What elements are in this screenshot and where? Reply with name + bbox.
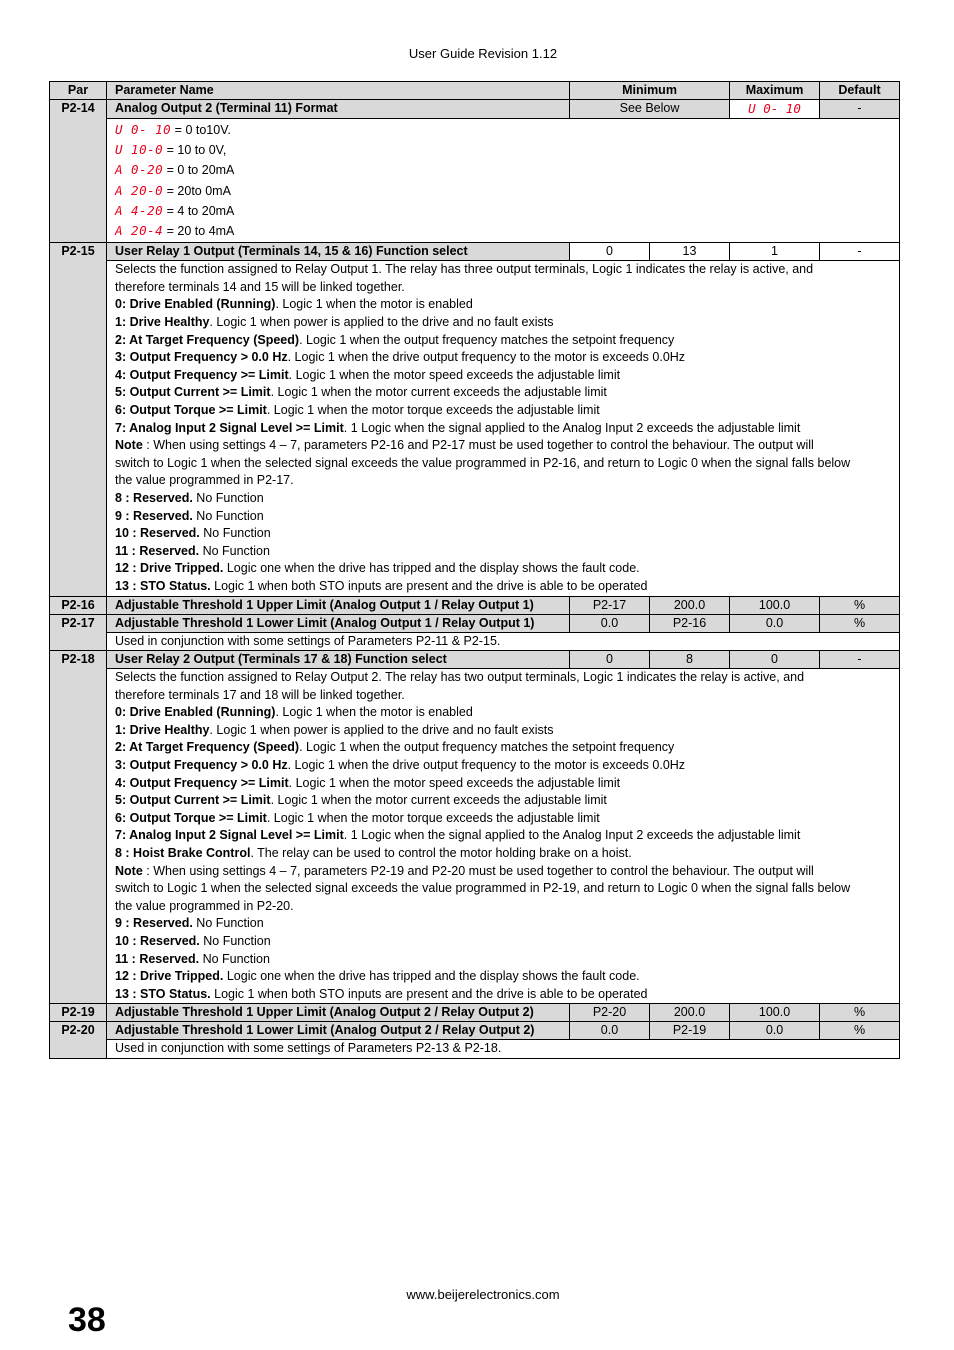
list-item: 5: Output Current >= Limit. Logic 1 when the motor current exceeds the adjustable limit — [115, 793, 607, 808]
col-header-default: Default — [820, 82, 900, 100]
param-max: P2-16 — [650, 614, 730, 632]
list-item: 6: Output Torque >= Limit. Logic 1 when the motor torque exceeds the adjustable limit — [115, 810, 600, 825]
list-item: 9 : Reserved. No Function — [115, 916, 264, 931]
param-row-p2-18 — [50, 651, 900, 669]
list-item: 7: Analog Input 2 Signal Level >= Limit. 1 Logic when the signal applied to the Analog Input 2 exceeds the adjustable limit — [115, 828, 801, 843]
param-id: P2-18 — [50, 651, 107, 1004]
list-item: 13 : STO Status. Logic 1 when both STO inputs are present and the drive is able to be operated — [115, 578, 648, 593]
list-item: 13 : STO Status. Logic 1 when both STO inputs are present and the drive is able to be operated — [115, 986, 648, 1001]
list-item: A 20-0 = 20to 0mA — [115, 182, 231, 198]
note-line: Note : When using settings 4 – 7, parameters P2-16 and P2-17 must be used together to control the behaviour. The output will — [115, 438, 814, 453]
param-value: 0.0 — [730, 1022, 820, 1040]
list-item: U 10-0 = 10 to 0V, — [115, 142, 227, 158]
param-default: - — [820, 100, 900, 119]
desc-line: therefore terminals 17 and 18 will be linked together. — [115, 687, 405, 702]
desc-line: Used in conjunction with some settings of Parameters P2-11 & P2-15. — [107, 632, 900, 651]
param-desc-p2-18 — [50, 669, 900, 1004]
param-value: 0.0 — [730, 614, 820, 632]
param-id: P2-20 — [50, 1022, 107, 1059]
list-item: A 4-20 = 4 to 20mA — [115, 202, 235, 218]
param-name: Adjustable Threshold 1 Upper Limit (Analog Output 2 / Relay Output 2) — [107, 1004, 570, 1022]
param-min: See Below — [570, 100, 730, 119]
desc-line: Used in conjunction with some settings of Parameters P2-13 & P2-18. — [107, 1040, 900, 1059]
param-id: P2-14 — [50, 100, 107, 243]
desc-line: Selects the function assigned to Relay Output 2. The relay has two output terminals, Logic 1 indicates the relay is active, and — [115, 670, 805, 685]
param-max: 8 — [650, 651, 730, 669]
page-header: User Guide Revision 1.12 — [408, 46, 558, 61]
list-item: 9 : Reserved. No Function — [115, 508, 264, 523]
param-row-p2-17 — [50, 614, 900, 632]
param-row-p2-16 — [50, 596, 900, 614]
col-header-par: Par — [50, 82, 107, 100]
list-item: 2: At Target Frequency (Speed). Logic 1 when the output frequency matches the setpoint frequency — [115, 332, 675, 347]
note-line: the value programmed in P2-17. — [115, 473, 294, 488]
list-item: 4: Output Frequency >= Limit. Logic 1 when the motor speed exceeds the adjustable limit — [115, 775, 621, 790]
list-item: 10 : Reserved. No Function — [115, 526, 271, 541]
param-name: Analog Output 2 (Terminal 11) Format — [107, 100, 570, 119]
list-item: 12 : Drive Tripped. Logic one when the drive has tripped and the display shows the fault code. — [115, 969, 640, 984]
param-name: User Relay 1 Output (Terminals 14, 15 & 16) Function select — [107, 243, 570, 261]
param-default: % — [820, 1022, 900, 1040]
list-item: 11 : Reserved. No Function — [115, 543, 270, 558]
list-item: U 0- 10 = 0 to10V. — [115, 122, 231, 137]
list-item: 4: Output Frequency >= Limit. Logic 1 when the motor speed exceeds the adjustable limit — [115, 367, 621, 382]
relay2-function-list — [107, 669, 900, 1004]
list-item: 2: At Target Frequency (Speed). Logic 1 when the output frequency matches the setpoint frequency — [115, 740, 675, 755]
param-value: 100.0 — [730, 1004, 820, 1022]
desc-line: Selects the function assigned to Relay Output 1. The relay has three output terminals, Logic 1 indicates the relay is active, and — [115, 262, 814, 277]
table-header-row — [50, 82, 900, 100]
note-line: switch to Logic 1 when the selected signal exceeds the value programmed in P2-19, and return to Logic 0 when the signal falls below — [115, 881, 851, 896]
param-default: % — [820, 1004, 900, 1022]
desc-line: therefore terminals 14 and 15 will be linked together. — [115, 279, 405, 294]
param-desc-p2-14 — [50, 119, 900, 243]
col-header-name: Parameter Name — [107, 82, 570, 100]
param-min: 0 — [570, 243, 650, 261]
param-min: P2-20 — [570, 1004, 650, 1022]
col-header-max: Maximum — [730, 82, 820, 100]
page-number: 38 — [68, 1301, 106, 1339]
param-default: % — [820, 614, 900, 632]
param-min: 0 — [570, 651, 650, 669]
param-max: P2-19 — [650, 1022, 730, 1040]
param-value: 0 — [730, 651, 820, 669]
list-item: 6: Output Torque >= Limit. Logic 1 when the motor torque exceeds the adjustable limit — [115, 402, 600, 417]
param-name: Adjustable Threshold 1 Upper Limit (Analog Output 1 / Relay Output 1) — [107, 596, 570, 614]
list-item: A 0-20 = 0 to 20mA — [115, 162, 235, 178]
param-name: User Relay 2 Output (Terminals 17 & 18) Function select — [107, 651, 570, 669]
parameter-table — [49, 81, 900, 1059]
param-id: P2-16 — [50, 596, 107, 614]
param-max: U 0- 10 — [730, 100, 820, 119]
list-item: 8 : Reserved. No Function — [115, 490, 264, 505]
list-item: 5: Output Current >= Limit. Logic 1 when the motor current exceeds the adjustable limit — [115, 385, 607, 400]
list-item: 3: Output Frequency > 0.0 Hz. Logic 1 when the drive output frequency to the motor is exceeds 0.0Hz — [115, 758, 686, 773]
param-value: 100.0 — [730, 596, 820, 614]
list-item: 3: Output Frequency > 0.0 Hz. Logic 1 when the drive output frequency to the motor is exceeds 0.0Hz — [115, 350, 686, 365]
list-item: A 20-4 = 20 to 4mA — [115, 223, 235, 239]
note-line: Note : When using settings 4 – 7, parameters P2-19 and P2-20 must be used together to control the behaviour. The output will — [115, 863, 814, 878]
param-max: 200.0 — [650, 596, 730, 614]
relay1-function-list — [107, 261, 900, 596]
param-row-p2-19 — [50, 1004, 900, 1022]
list-item: 7: Analog Input 2 Signal Level >= Limit. 1 Logic when the signal applied to the Analog Input 2 exceeds the adjustable limit — [115, 420, 801, 435]
list-item: 0: Drive Enabled (Running). Logic 1 when the motor is enabled — [115, 297, 473, 312]
param-desc-p2-17 — [50, 632, 900, 651]
param-min: 0.0 — [570, 614, 650, 632]
param-id: P2-19 — [50, 1004, 107, 1022]
param-name: Adjustable Threshold 1 Lower Limit (Analog Output 1 / Relay Output 1) — [107, 614, 570, 632]
param-min: 0.0 — [570, 1022, 650, 1040]
param-name: Adjustable Threshold 1 Lower Limit (Analog Output 2 / Relay Output 2) — [107, 1022, 570, 1040]
param-default: % — [820, 596, 900, 614]
col-header-min: Minimum — [570, 82, 730, 100]
param-id: P2-17 — [50, 614, 107, 651]
param-row-p2-15 — [50, 243, 900, 261]
param-row-p2-20 — [50, 1022, 900, 1040]
param-id: P2-15 — [50, 243, 107, 596]
param-min: P2-17 — [570, 596, 650, 614]
list-item: 1: Drive Healthy. Logic 1 when power is applied to the drive and no fault exists — [115, 722, 554, 737]
format-options — [107, 119, 900, 243]
param-value: 1 — [730, 243, 820, 261]
param-default: - — [820, 651, 900, 669]
param-desc-p2-20 — [50, 1040, 900, 1059]
list-item: 1: Drive Healthy. Logic 1 when power is applied to the drive and no fault exists — [115, 315, 554, 329]
param-max: 200.0 — [650, 1004, 730, 1022]
list-item: 12 : Drive Tripped. Logic one when the drive has tripped and the display shows the fault code. — [115, 561, 640, 576]
list-item: 0: Drive Enabled (Running). Logic 1 when the motor is enabled — [115, 705, 473, 720]
list-item: 10 : Reserved. No Function — [115, 934, 271, 948]
note-line: the value programmed in P2-20. — [115, 898, 294, 913]
list-item: 8 : Hoist Brake Control. The relay can be used to control the motor holding brake on a hoist. — [115, 846, 632, 861]
param-max: 13 — [650, 243, 730, 261]
param-default: - — [820, 243, 900, 261]
list-item: 11 : Reserved. No Function — [115, 951, 270, 966]
page-footer-url: www.beijerelectronics.com — [406, 1287, 560, 1302]
param-row-p2-14 — [50, 100, 900, 119]
note-line: switch to Logic 1 when the selected signal exceeds the value programmed in P2-16, and return to Logic 0 when the signal falls below — [115, 455, 851, 470]
param-desc-p2-15 — [50, 261, 900, 596]
